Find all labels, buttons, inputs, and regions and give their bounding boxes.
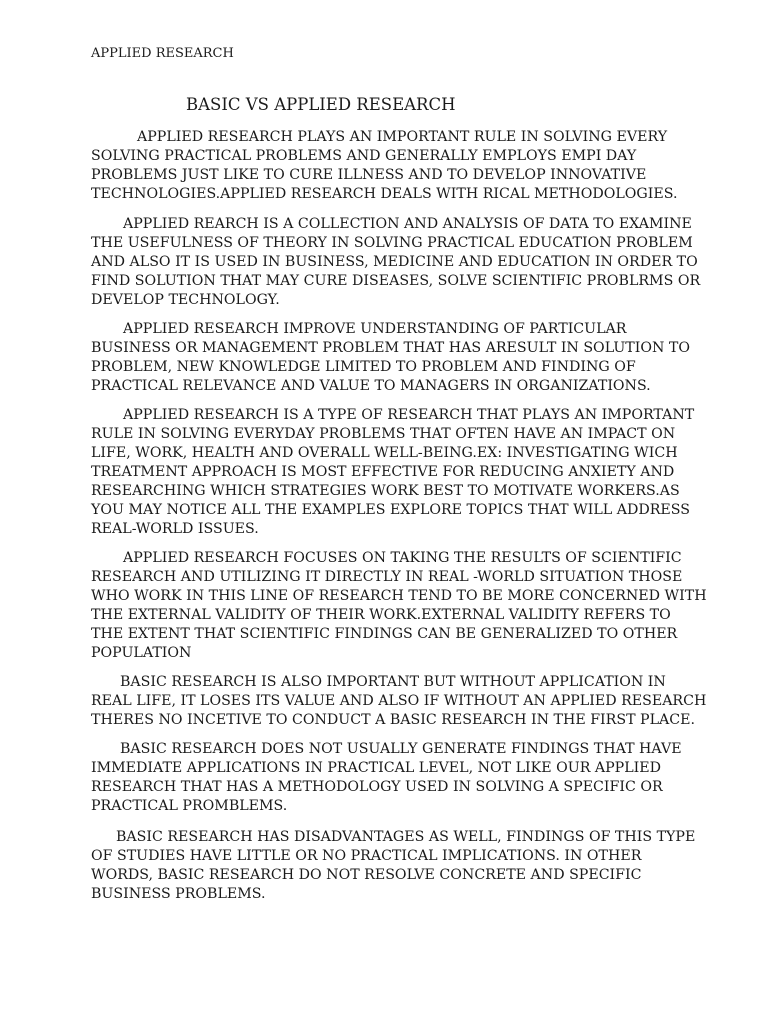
paragraph-line: THE EXTERNAL VALIDITY OF THEIR WORK.EXTERNAL VALIDITY REFERS TO — [91, 607, 671, 623]
paragraph-line: REAL LIFE, IT LOSES ITS VALUE AND ALSO IF WITHOUT AN APPLIED RESEARCH — [91, 693, 707, 709]
paragraph-line: TECHNOLOGIES.APPLIED RESEARCH DEALS WITH RICAL METHODOLOGIES. — [91, 186, 678, 202]
paragraph-line: RESEARCHING WHICH STRATEGIES WORK BEST TO MOTIVATE WORKERS.AS — [91, 483, 680, 499]
paragraph-7 — [91, 740, 691, 816]
paragraph-2 — [91, 215, 701, 310]
paragraph-1 — [91, 128, 691, 204]
paragraph-line: BUSINESS PROBLEMS. — [91, 886, 266, 902]
paragraph-line: TREATMENT APPROACH IS MOST EFFECTIVE FOR REDUCING ANXIETY AND — [91, 464, 675, 480]
paragraph-line: REAL-WORLD ISSUES. — [91, 521, 259, 537]
paragraph-line: WHO WORK IN THIS LINE OF RESEARCH TEND TO BE MORE CONCERNED WITH — [91, 588, 707, 604]
paragraph-line: IMMEDIATE APPLICATIONS IN PRACTICAL LEVEL, NOT LIKE OUR APPLIED — [91, 760, 661, 776]
document-title: BASIC VS APPLIED RESEARCH — [186, 95, 456, 114]
paragraph-line: APPLIED RESEARCH IS A TYPE OF RESEARCH THAT PLAYS AN IMPORTANT — [123, 407, 695, 423]
paragraph-line: APPLIED RESEARCH IMPROVE UNDERSTANDING OF PARTICULAR — [123, 321, 627, 337]
paragraph-line: PRACTICAL RELEVANCE AND VALUE TO MANAGERS IN ORGANIZATIONS. — [91, 378, 651, 394]
paragraph-line: RULE IN SOLVING EVERYDAY PROBLEMS THAT OFTEN HAVE AN IMPACT ON — [91, 426, 676, 442]
paragraph-3 — [91, 320, 691, 396]
paragraph-6 — [91, 673, 707, 730]
paragraph-line: RESEARCH AND UTILIZING IT DIRECTLY IN REAL -WORLD SITUATION THOSE — [91, 569, 683, 585]
paragraph-line: PROBLEM, NEW KNOWLEDGE LIMITED TO PROBLEM AND FINDING OF — [91, 359, 636, 375]
paragraph-line: THE USEFULNESS OF THEORY IN SOLVING PRACTICAL EDUCATION PROBLEM — [91, 235, 693, 251]
paragraph-line: FIND SOLUTION THAT MAY CURE DISEASES, SOLVE SCIENTIFIC PROBLRMS OR — [91, 273, 701, 289]
paragraph-line: LIFE, WORK, HEALTH AND OVERALL WELL-BEING.EX: INVESTIGATING WICH — [91, 445, 678, 461]
paragraph-line: POPULATION — [91, 645, 192, 661]
paragraph-line: BASIC RESEARCH DOES NOT USUALLY GENERATE FINDINGS THAT HAVE — [120, 741, 682, 757]
paragraph-line: APPLIED RESEARCH FOCUSES ON TAKING THE RESULTS OF SCIENTIFIC — [123, 550, 682, 566]
paragraph-line: BASIC RESEARCH IS ALSO IMPORTANT BUT WITHOUT APPLICATION IN — [120, 674, 666, 690]
paragraph-line: YOU MAY NOTICE ALL THE EXAMPLES EXPLORE TOPICS THAT WILL ADDRESS — [91, 502, 690, 518]
paragraph-line: DEVELOP TECHNOLOGY. — [91, 292, 280, 308]
paragraph-line: RESEARCH THAT HAS A METHODOLOGY USED IN SOLVING A SPECIFIC OR — [91, 779, 663, 795]
paragraph-line: PRACTICAL PROMBLEMS. — [91, 798, 288, 814]
paragraph-line: OF STUDIES HAVE LITTLE OR NO PRACTICAL IMPLICATIONS. IN OTHER — [91, 848, 642, 864]
paragraph-line: SOLVING PRACTICAL PROBLEMS AND GENERALLY EMPLOYS EMPI DAY — [91, 148, 637, 164]
running-head: APPLIED RESEARCH — [91, 46, 234, 61]
paragraph-line: APPLIED RESEARCH PLAYS AN IMPORTANT RULE IN SOLVING EVERY — [137, 129, 668, 145]
paragraph-line: THE EXTENT THAT SCIENTIFIC FINDINGS CAN BE GENERALIZED TO OTHER — [91, 626, 678, 642]
paragraph-line: BASIC RESEARCH HAS DISADVANTAGES AS WELL, FINDINGS OF THIS TYPE — [116, 829, 696, 845]
paragraph-line: BUSINESS OR MANAGEMENT PROBLEM THAT HAS ARESULT IN SOLUTION TO — [91, 340, 691, 356]
paragraph-5 — [91, 549, 707, 663]
paragraph-4 — [91, 406, 695, 539]
paragraph-line: WORDS, BASIC RESEARCH DO NOT RESOLVE CONCRETE AND SPECIFIC — [91, 867, 642, 883]
paragraph-line: PROBLEMS JUST LIKE TO CURE ILLNESS AND TO DEVELOP INNOVATIVE — [91, 167, 647, 183]
paragraph-line: APPLIED REARCH IS A COLLECTION AND ANALYSIS OF DATA TO EXAMINE — [123, 216, 692, 232]
paragraph-line: THERES NO INCETIVE TO CONDUCT A BASIC RESEARCH IN THE FIRST PLACE. — [91, 712, 695, 728]
paragraph-line: AND ALSO IT IS USED IN BUSINESS, MEDICINE AND EDUCATION IN ORDER TO — [91, 254, 698, 270]
paragraph-8 — [91, 828, 696, 904]
